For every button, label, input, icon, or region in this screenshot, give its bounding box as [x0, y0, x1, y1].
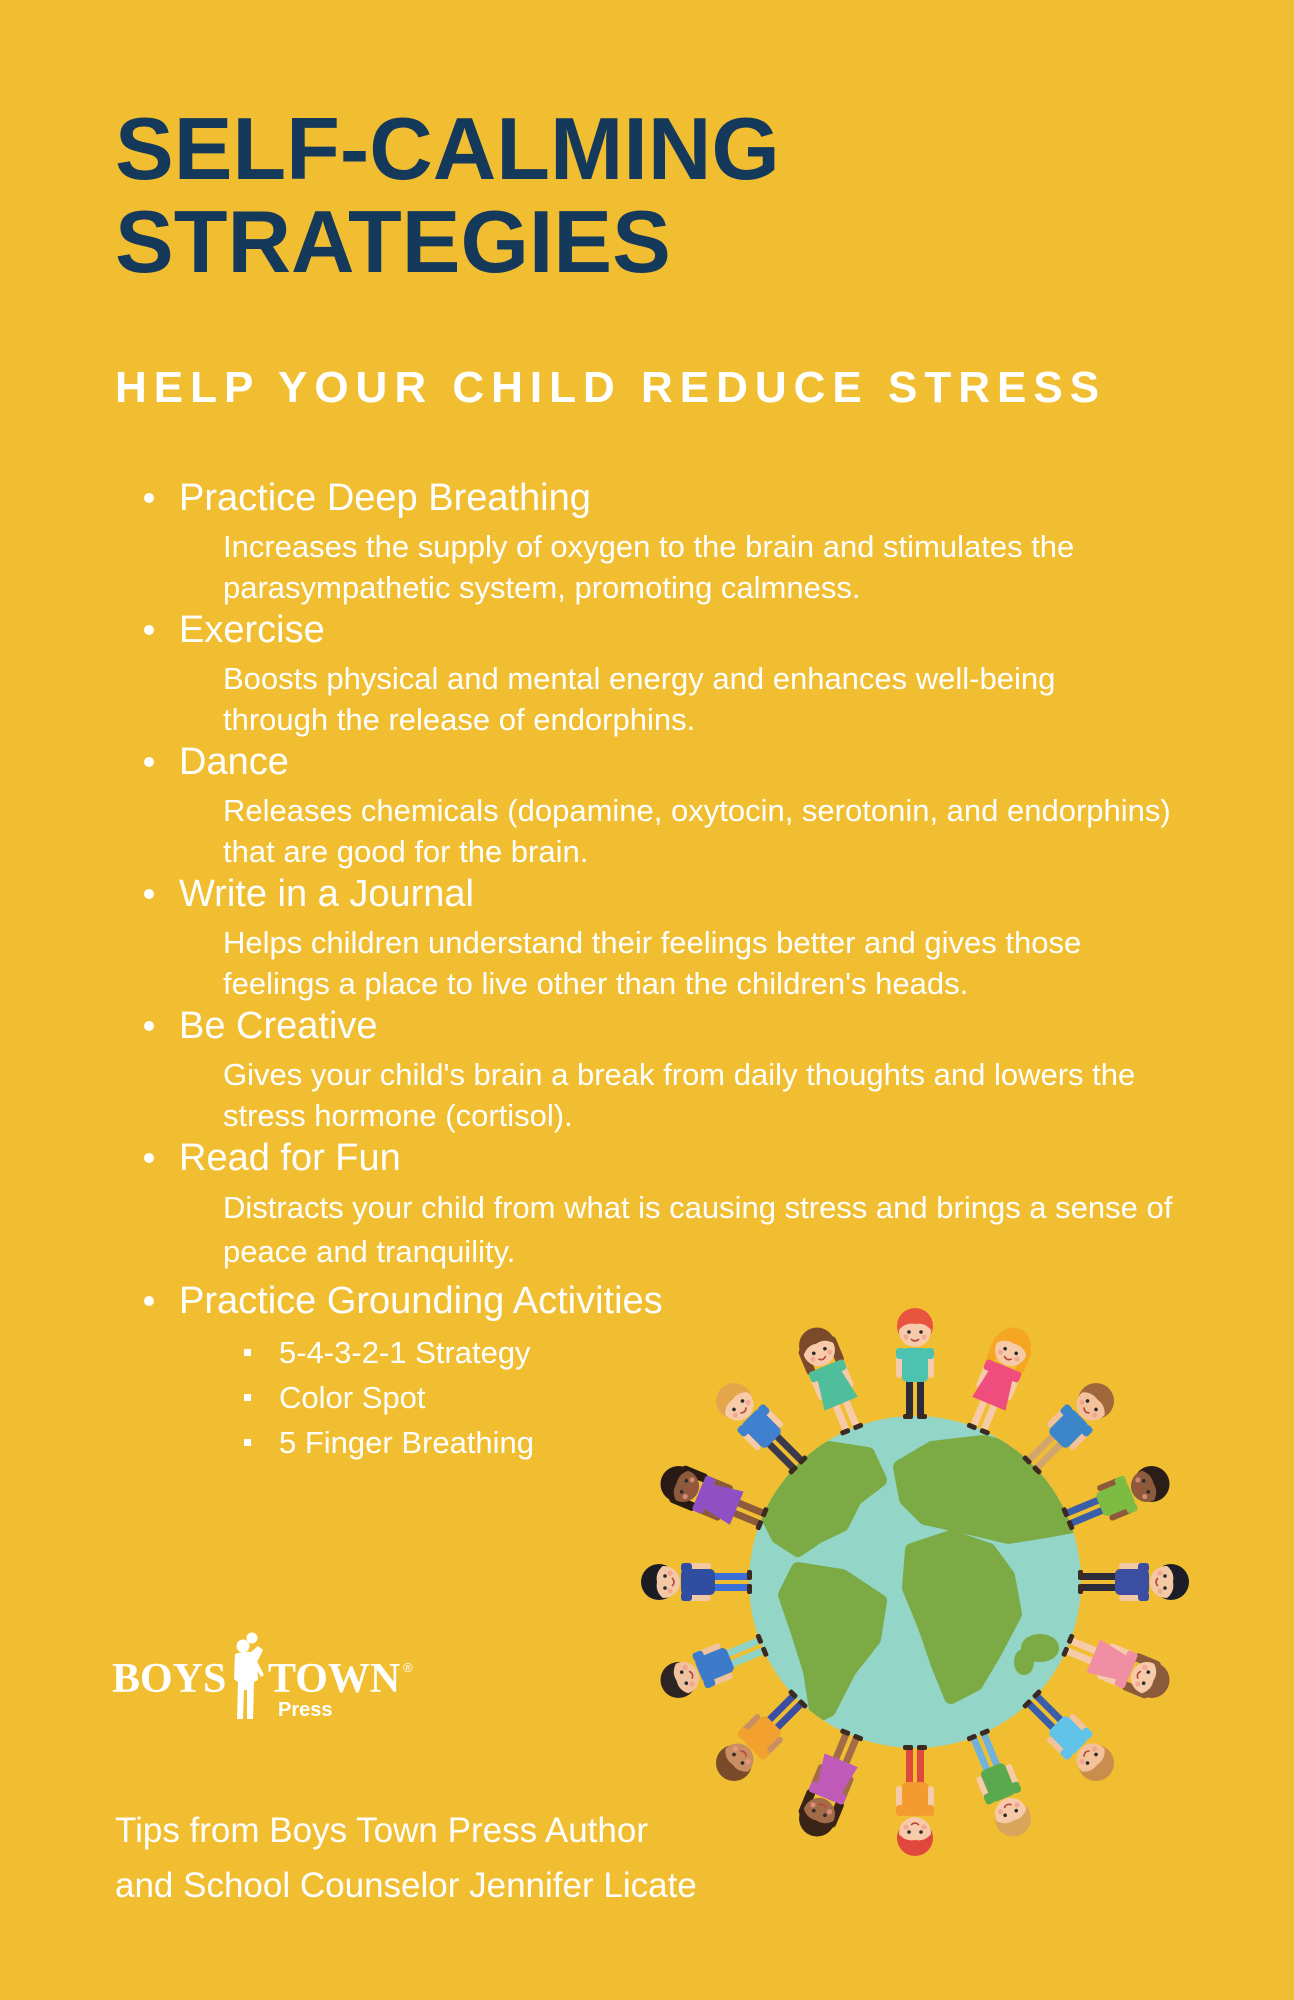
- child-leg: [917, 1379, 924, 1417]
- island-madagascar: [1021, 1656, 1027, 1668]
- child-eye: [1163, 1586, 1167, 1590]
- child-eye: [919, 1830, 923, 1834]
- square-bullet-icon: [244, 1349, 251, 1356]
- child-figure: [792, 1725, 871, 1843]
- strategy-description-line: peace and tranquility.: [223, 1234, 516, 1269]
- page-title: SELF-CALMING STRATEGIES: [115, 99, 780, 291]
- strategy-description: [223, 526, 1224, 608]
- strategy-description: [223, 1054, 1224, 1136]
- child-figure: [960, 1725, 1038, 1842]
- strategy-item: [144, 477, 1224, 608]
- child-sleeve: [1138, 1563, 1149, 1572]
- child-figure: [708, 1684, 813, 1789]
- child-figure: [1017, 1375, 1122, 1480]
- logo-word-town: TOWN: [268, 1656, 401, 1702]
- bullet-icon: [144, 757, 154, 767]
- strategy-description: [223, 658, 1224, 740]
- child-shoe: [903, 1745, 913, 1750]
- grounding-activity-label: 5-4-3-2-1 Strategy: [279, 1335, 531, 1370]
- logo-word-boys: BOYS: [112, 1656, 227, 1702]
- child-eye: [907, 1330, 911, 1334]
- bullet-icon: [144, 493, 154, 503]
- child-cheek: [667, 1588, 672, 1593]
- strategy-item: [144, 1137, 1224, 1274]
- child-cheek: [903, 1334, 908, 1339]
- bullet-icon: [144, 625, 154, 635]
- strategy-item: [144, 873, 1224, 1004]
- child-figure: [655, 1627, 772, 1705]
- strategy-item: [144, 1005, 1224, 1136]
- child-figure: [959, 1321, 1038, 1439]
- child-sleeve: [925, 1805, 934, 1816]
- strategy-description-line: Releases chemicals (dopamine, oxytocin, serotonin, and endorphins): [223, 793, 1171, 828]
- child-figure: [708, 1375, 813, 1480]
- strategy-description-line: Boosts physical and mental energy and enhances well-being: [223, 661, 1056, 696]
- footer-credit: [115, 1803, 697, 1913]
- strategy-label: Practice Deep Breathing: [179, 477, 591, 519]
- child-figure: [641, 1563, 752, 1601]
- page-subtitle: HELP YOUR CHILD REDUCE STRESS: [115, 363, 1107, 412]
- child-shirt: [1115, 1569, 1149, 1595]
- logo-registered-mark: ®: [403, 1660, 413, 1675]
- child-shoe: [747, 1570, 752, 1580]
- strategy-description: [223, 1186, 1224, 1274]
- figure-body: [234, 1646, 263, 1719]
- grounding-activity-label: 5 Finger Breathing: [279, 1425, 535, 1460]
- strategy-item: [144, 741, 1224, 872]
- strategy-description-line: Increases the supply of oxygen to the brain and stimulates the: [223, 529, 1075, 564]
- child-figure: [896, 1308, 934, 1419]
- child-leg: [1080, 1573, 1118, 1580]
- child-eye: [919, 1330, 923, 1334]
- child-sleeve: [925, 1348, 934, 1359]
- square-bullet-icon: [244, 1439, 251, 1446]
- child-figure: [792, 1321, 871, 1439]
- child-sleeve: [681, 1592, 692, 1601]
- boys-town-press-logo: [112, 1630, 422, 1722]
- bullet-icon: [144, 889, 154, 899]
- child-leg: [712, 1584, 750, 1591]
- figure-small-head: [247, 1633, 258, 1644]
- child-shoe: [917, 1414, 927, 1419]
- child-figure: [1017, 1684, 1122, 1789]
- child-sleeve: [1138, 1592, 1149, 1601]
- strategy-description-line: through the release of endorphins.: [223, 702, 696, 737]
- child-shirt: [902, 1782, 928, 1816]
- boys-town-figure-icon: [230, 1631, 266, 1720]
- globe-children-illustration: [615, 1282, 1215, 1882]
- logo-word-press: Press: [278, 1699, 333, 1721]
- strategy-item: [144, 609, 1224, 740]
- child-eye: [663, 1574, 667, 1578]
- strategy-description-line: parasympathetic system, promoting calmness.: [223, 570, 861, 605]
- child-eye: [907, 1830, 911, 1834]
- child-cheek: [903, 1824, 908, 1829]
- strategy-label: Be Creative: [179, 1005, 378, 1047]
- strategy-description-line: feelings a place to live other than the children's heads.: [223, 966, 969, 1001]
- child-leg: [712, 1573, 750, 1580]
- child-figure: [1078, 1563, 1189, 1601]
- child-sleeve: [896, 1805, 905, 1816]
- strategy-description: [223, 790, 1224, 872]
- square-bullet-icon: [244, 1394, 251, 1401]
- child-shoe: [747, 1584, 752, 1594]
- child-cheek: [1157, 1588, 1162, 1593]
- strategy-description-line: that are good for the brain.: [223, 834, 589, 869]
- child-leg: [917, 1747, 924, 1785]
- bullet-icon: [144, 1153, 154, 1163]
- strategy-label: Read for Fun: [179, 1137, 401, 1179]
- child-cheek: [921, 1334, 926, 1339]
- continent-australia: [1028, 1641, 1052, 1655]
- child-cheek: [921, 1824, 926, 1829]
- strategy-description-line: Helps children understand their feelings better and gives those: [223, 925, 1082, 960]
- strategy-label: Exercise: [179, 609, 325, 651]
- child-cheek: [1157, 1570, 1162, 1575]
- footer-line: Tips from Boys Town Press Author: [115, 1811, 648, 1850]
- strategy-description: [223, 922, 1224, 1004]
- child-figure: [1058, 1460, 1175, 1538]
- child-shoe: [1078, 1570, 1083, 1580]
- strategy-description-line: Distracts your child from what is causing stress and brings a sense of: [223, 1190, 1173, 1225]
- strategy-label: Practice Grounding Activities: [179, 1280, 663, 1322]
- strategy-description-line: stress hormone (cortisol).: [223, 1098, 573, 1133]
- child-shoe: [917, 1745, 927, 1750]
- bullet-icon: [144, 1021, 154, 1031]
- child-leg: [906, 1747, 913, 1785]
- child-leg: [906, 1379, 913, 1417]
- child-shirt: [681, 1569, 715, 1595]
- child-leg: [1080, 1584, 1118, 1591]
- footer-line: and School Counselor Jennifer Licate: [115, 1866, 697, 1905]
- child-figure: [654, 1459, 772, 1538]
- bullet-icon: [144, 1296, 154, 1306]
- child-eye: [663, 1586, 667, 1590]
- strategy-description-line: Gives your child's brain a break from daily thoughts and lowers the: [223, 1057, 1136, 1092]
- child-shoe: [1078, 1584, 1083, 1594]
- figure-large-head: [237, 1640, 250, 1653]
- strategy-label: Dance: [179, 741, 289, 783]
- child-sleeve: [896, 1348, 905, 1359]
- child-figure: [896, 1745, 934, 1856]
- strategy-label: Write in a Journal: [179, 873, 474, 915]
- child-shirt: [902, 1348, 928, 1382]
- child-sleeve: [681, 1563, 692, 1572]
- child-shoe: [903, 1414, 913, 1419]
- child-cheek: [667, 1570, 672, 1575]
- grounding-activity-label: Color Spot: [279, 1380, 426, 1415]
- child-figure: [1058, 1626, 1176, 1705]
- child-eye: [1163, 1574, 1167, 1578]
